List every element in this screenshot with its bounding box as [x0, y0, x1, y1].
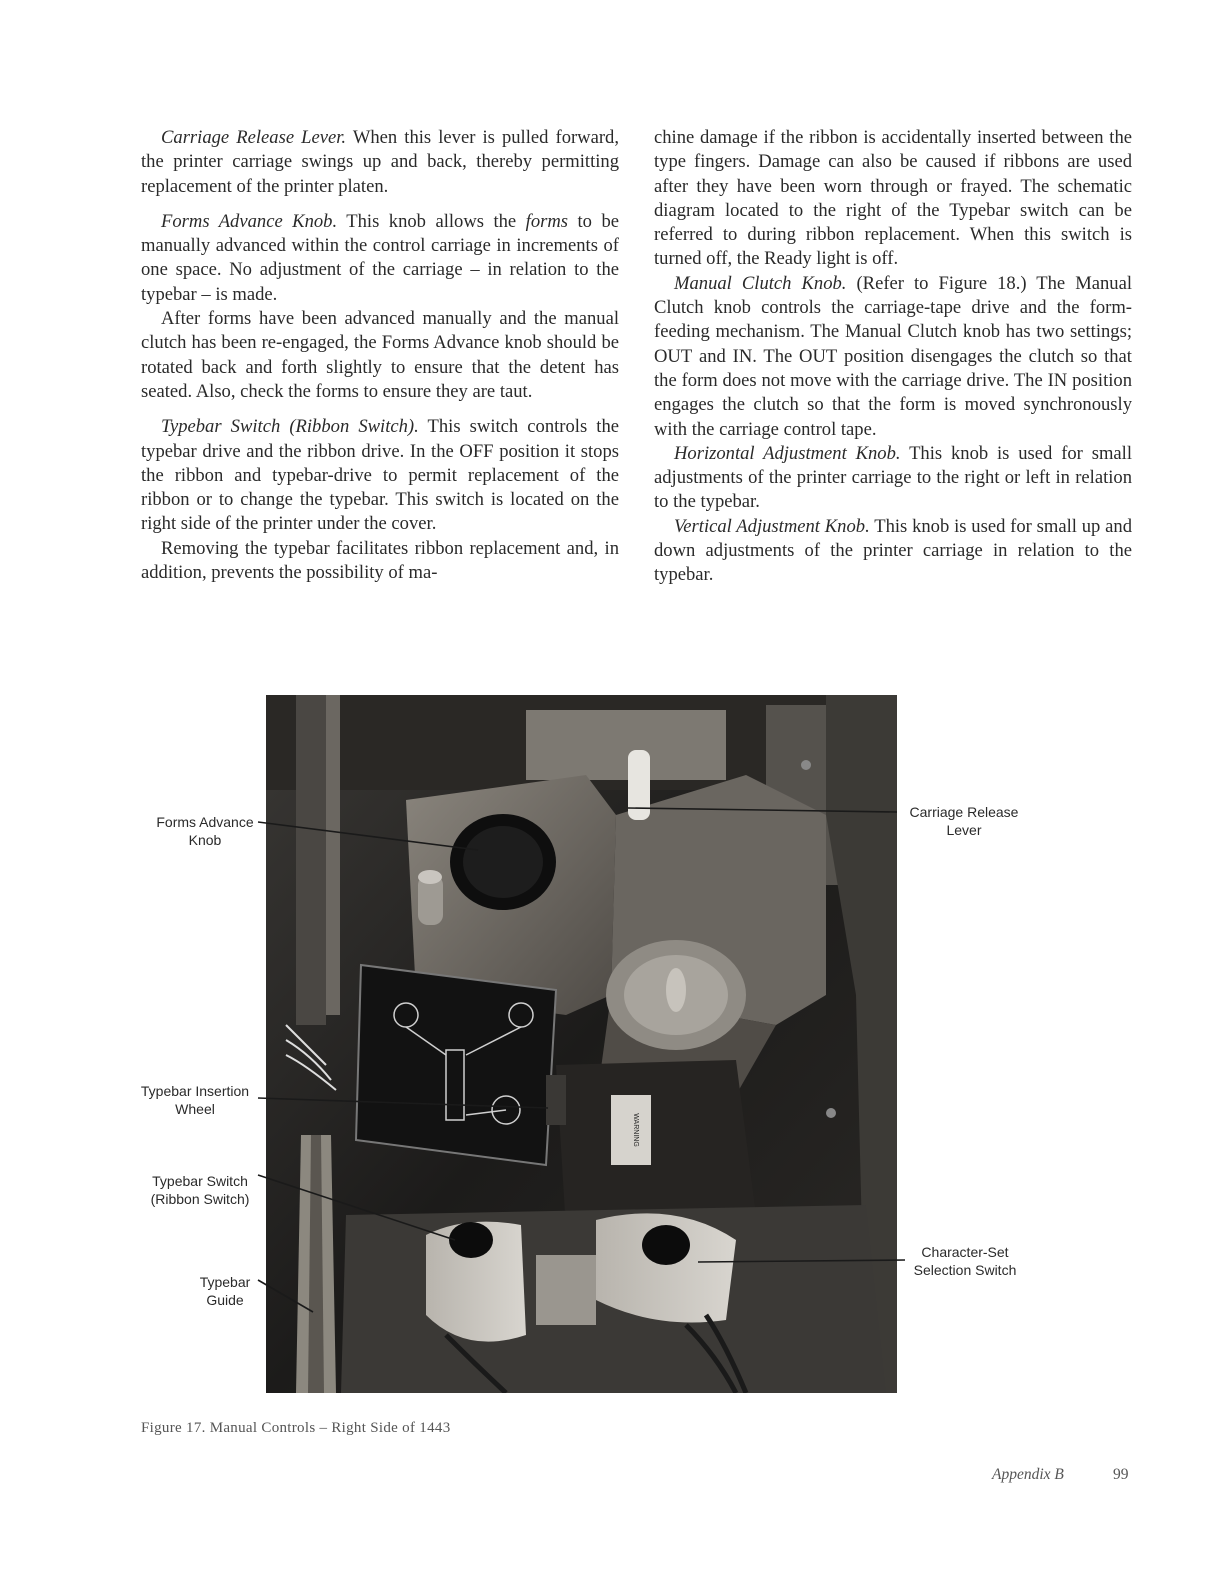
printer-mechanism-illustration — [266, 695, 897, 1393]
callout-line: (Ribbon Switch) — [150, 1191, 250, 1207]
callout-line: Typebar Insertion — [140, 1083, 250, 1099]
paragraph-removing-typebar: Removing the typebar facilitates ribbon replacement and, in addition, prevents the possibility of ma- — [141, 537, 619, 584]
footer-section-label: Appendix B — [992, 1466, 1064, 1483]
paragraph-manual-clutch — [654, 272, 1132, 442]
small-caps-out: OUT — [799, 345, 838, 367]
paragraph-text: When this lever is pulled forward, the printer carriage swings up and back, thereby permitting replacement of the printer platen. — [141, 127, 619, 197]
small-caps-out: OUT — [654, 345, 693, 367]
callout-forms-advance-knob — [150, 813, 260, 849]
callout-typebar-insertion-wheel — [132, 1082, 258, 1118]
callout-line: Typebar — [199, 1274, 251, 1290]
warning-label-text: WARNING — [632, 1113, 639, 1147]
callout-carriage-release-lever — [900, 803, 1028, 839]
paragraph-vertical-adjustment — [654, 515, 1132, 588]
small-caps-in: IN — [1047, 369, 1068, 391]
callout-character-set-switch — [900, 1243, 1030, 1279]
term-typebar-switch: Typebar Switch (Ribbon Switch). — [161, 416, 419, 438]
paragraph-text: position it stops the ribbon and typebar-drive to permit replacement of the ribbon or to change the typebar. This switch is located on the right side of the printer under the cover. — [141, 440, 619, 535]
callout-line: Typebar Switch — [152, 1173, 248, 1189]
callout-line: Forms Advance — [156, 814, 254, 830]
term-horizontal-adjustment: Horizontal Adjustment Knob. — [674, 442, 901, 464]
paragraph-text: This knob allows the — [337, 210, 526, 232]
callout-line: Character-Set — [921, 1244, 1009, 1260]
term-manual-clutch: Manual Clutch Knob. — [674, 272, 847, 294]
paragraph-text: This knob is used for small up and down adjustments of the printer carriage in relation to the typebar. — [654, 515, 1133, 586]
callout-line: Lever — [946, 822, 982, 838]
callout-line: Carriage Release — [909, 804, 1019, 820]
term-forms-advance: Forms Advance Knob. — [161, 210, 338, 232]
paragraph-typebar-switch — [141, 415, 619, 536]
small-caps-off: OFF — [459, 440, 494, 462]
paragraph-text: to be manually advanced within the control carriage in increments of one space. No adjustment of the carriage – in relation to the typebar – is made. — [141, 210, 620, 305]
paragraph-text: This switch controls the typebar drive and the ribbon drive. In the — [141, 416, 619, 462]
callout-typebar-switch — [138, 1172, 262, 1208]
paragraph-horizontal-adjustment — [654, 442, 1132, 515]
small-caps-in: IN — [732, 345, 753, 367]
paragraph-text: position disengages the clutch so that the form does not move with the carriage drive. The — [654, 345, 1132, 391]
figure-photograph — [266, 695, 897, 1393]
paragraph-text: and — [692, 345, 733, 367]
callout-line: Knob — [188, 832, 222, 848]
paragraph-forms-advance — [141, 210, 619, 307]
paragraph-after-forms: After forms have been advanced manually and the manual clutch has been re-engaged, the Forms Advance knob should be rotated back and forth slightly to ensure that the detent has seated. Also, check the forms to ensure they are taut. — [141, 308, 619, 402]
paragraph-text: This knob is used for small adjustments of the printer carriage to the right or left in relation to the typebar. — [654, 442, 1133, 513]
term-vertical-adjustment: Vertical Adjustment Knob. — [674, 515, 870, 537]
callout-line: Selection Switch — [913, 1262, 1017, 1278]
paragraph-text: (Refer to Figure 18.) The Manual Clutch knob controls the carriage-tape drive and the form-feeding mechanism. The Manual Clutch knob has two settings; — [654, 272, 1132, 343]
paragraph-text: position engages the clutch so that the form is moved synchronously with the carriage control tape. — [654, 369, 1132, 440]
paragraph-carriage-release — [141, 126, 619, 199]
paragraph-machine-damage: chine damage if the ribbon is accidentally inserted between the type fingers. Damage can also be caused if ribbons are used after they have been worn through or frayed. The schematic diagram located to the right of the Typebar switch can be referred to during ribbon replacement. When this switch is turned off, the Ready light is off. — [654, 127, 1132, 270]
left-text-column — [141, 126, 619, 585]
right-text-column — [654, 126, 1132, 588]
paragraph-text: . The — [752, 345, 800, 367]
emphasis-forms: forms — [525, 210, 569, 232]
term-carriage-release: Carriage Release Lever. — [161, 127, 347, 148]
footer-page-number: 99 — [1113, 1466, 1129, 1483]
callout-line: Wheel — [175, 1101, 215, 1117]
callout-typebar-guide — [190, 1273, 260, 1309]
figure-caption: Figure 17. Manual Controls – Right Side of 1443 — [141, 1420, 451, 1436]
callout-line: Guide — [206, 1292, 244, 1308]
